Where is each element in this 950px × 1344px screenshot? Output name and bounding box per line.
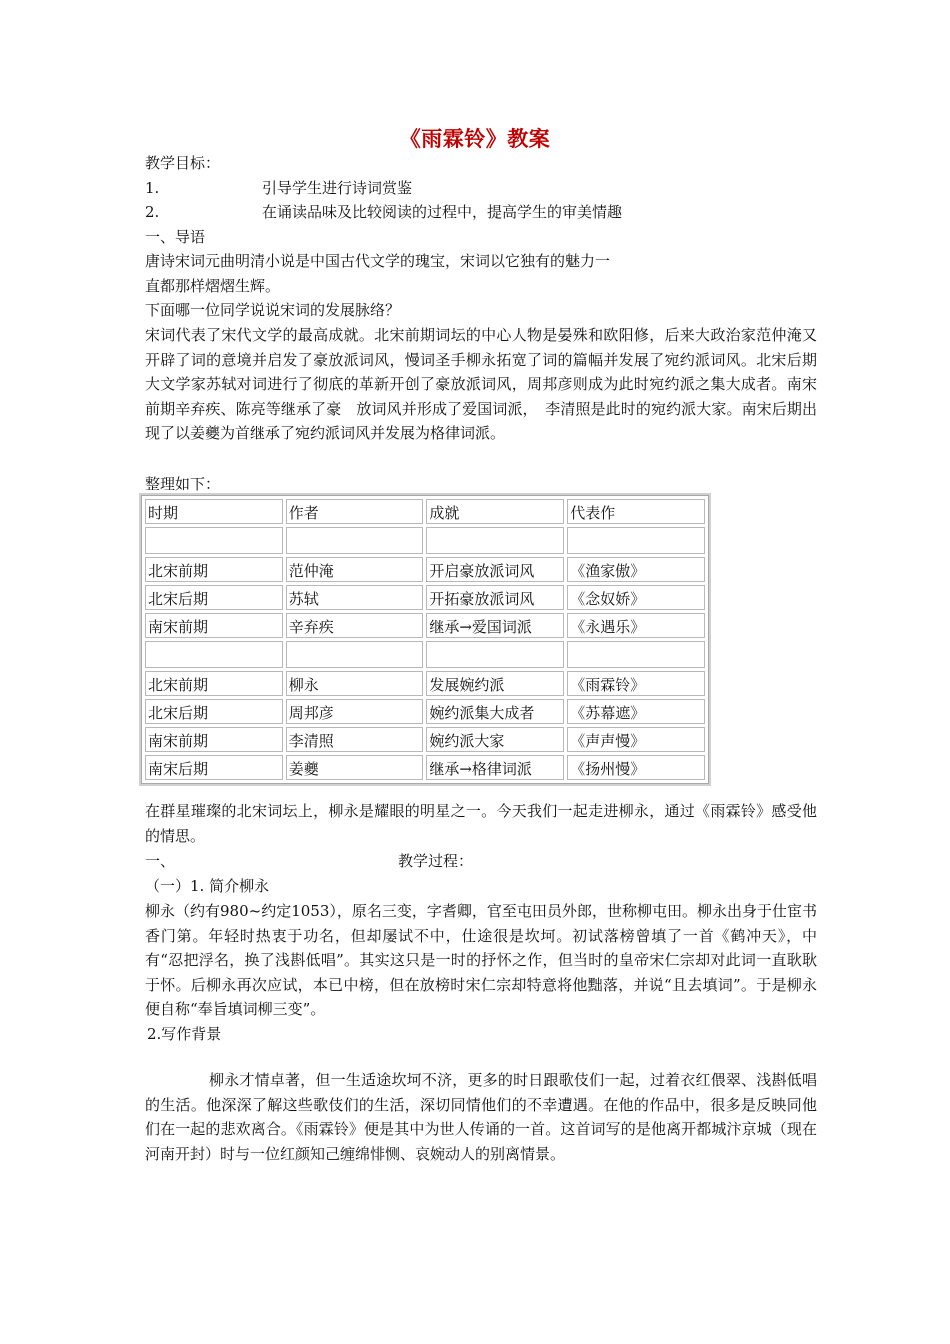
intro-line-2: 直都那样熠熠生辉。 xyxy=(145,277,281,295)
table-cell: 辛弃疾 xyxy=(286,613,424,638)
process-number: 一、 xyxy=(145,852,176,870)
process-heading: 教学过程： xyxy=(398,852,474,870)
liu-yong-bio-paragraph: 柳永（约有980~约定1053），原名三变，字耆卿，官至屯田员外郎，世称柳屯田。柳永出身于仕宦书香门第。年轻时热衷于功名，但却屡试不中，仕途很是坎坷。初试落榜曾填了一首《鹤冲天》，中有“忍把浮名，换了浅斟低唱”。其实这只是一时的抒怀之作，但当时的皇帝宋仁宗却对此词一直耿耿于怀。后柳永再次应试，本已中榜，但在放榜时宋仁宗却特意将他黜落，并说“且去填词”。于是柳永便自称“奉旨填词柳三变”。 xyxy=(145,902,817,1018)
table-row xyxy=(145,755,705,780)
table-cell: 北宋后期 xyxy=(145,699,283,724)
goal-item-1-text: 引导学生进行诗词赏鉴 xyxy=(262,179,413,197)
table-cell: 南宋后期 xyxy=(145,755,283,780)
table-cell: 南宋前期 xyxy=(145,613,283,638)
after-table-paragraph: 在群星璀璨的北宋词坛上，柳永是耀眼的明星之一。今天我们一起走进柳永，通过《雨霖铃》感受他的情思。 xyxy=(145,802,817,845)
table-row xyxy=(145,727,705,752)
table-cell: 继承→格律词派 xyxy=(426,755,564,780)
table-blank-row xyxy=(145,527,705,554)
table-row xyxy=(145,585,705,610)
document-title: 《雨霖铃》教案 xyxy=(399,126,551,151)
goal-item-2-text: 在诵读品味及比较阅读的过程中，提高学生的审美情趣 xyxy=(262,203,623,221)
goal-item-1 xyxy=(145,176,412,200)
table-cell: 北宋后期 xyxy=(145,585,283,610)
table-cell: 南宋前期 xyxy=(145,727,283,752)
table-row xyxy=(145,671,705,696)
table-cell: 柳永 xyxy=(286,671,424,696)
table-cell: 《渔家傲》 xyxy=(567,557,705,582)
header-achievement: 成就 xyxy=(426,499,564,524)
table-cell: 《念奴娇》 xyxy=(567,585,705,610)
table-row xyxy=(145,699,705,724)
section-writing-background: 2.写作背景 xyxy=(147,1025,222,1043)
table-cell: 婉约派集大成者 xyxy=(426,699,564,724)
table-row xyxy=(145,557,705,582)
table-cell: 《声声慢》 xyxy=(567,727,705,752)
header-author: 作者 xyxy=(286,499,424,524)
table-cell: 北宋前期 xyxy=(145,671,283,696)
table-cell: 北宋前期 xyxy=(145,557,283,582)
goal-item-2-number: 2. xyxy=(145,203,160,221)
table-header-row xyxy=(145,499,705,524)
song-ci-history-paragraph: 宋词代表了宋代文学的最高成就。北宋前期词坛的中心人物是晏殊和欧阳修，后来大政治家范仲淹又开辟了词的意境并启发了豪放派词风，慢词圣手柳永拓宽了词的篇幅并发展了宛约派词风。北宋后期大文学家苏轼对词进行了彻底的革新开创了豪放派词风，周邦彦则成为此时宛约派之集大成者。南宋前期辛弃疾、陈亮等继承了豪 放词风并形成了爱国词派， 李清照是此时的宛约派大家。南宋后期出现了以姜夔为首继承了宛约派词风并发展为格律词派。 xyxy=(145,326,817,442)
table-cell: 开启豪放派词风 xyxy=(426,557,564,582)
goals-heading: 教学目标： xyxy=(145,154,221,172)
song-ci-summary-table xyxy=(141,495,709,784)
table-cell: 《雨霖铃》 xyxy=(567,671,705,696)
table-cell: 继承→爱国词派 xyxy=(426,613,564,638)
writing-background-paragraph: 柳永才情卓著，但一生适途坎坷不济，更多的时日跟歌伎们一起，过着衣红偎翠、浅斟低唱的生活。他深深了解这些歌伎们的生活，深切同情他们的不幸遭遇。在他的作品中，很多是反映同他们在一起的悲欢离合。《雨霖铃》便是其中为世人传诵的一首。这首词写的是他离开都城汴京城（现在河南开封）时与一位红颜知己缠绵悱恻、哀婉动人的别离情景。 xyxy=(145,1071,817,1163)
summary-label: 整理如下： xyxy=(145,475,221,493)
table-cell: 姜夔 xyxy=(286,755,424,780)
goal-item-1-number: 1. xyxy=(145,179,160,197)
process-heading-line xyxy=(145,849,473,873)
table-cell: 《苏幕遮》 xyxy=(567,699,705,724)
table-cell: 《永遇乐》 xyxy=(567,613,705,638)
table-blank-row xyxy=(145,641,705,668)
intro-line-1: 唐诗宋词元曲明清小说是中国古代文学的瑰宝，宋词以它独有的魅力一 xyxy=(145,252,611,270)
goal-item-2 xyxy=(145,200,622,224)
header-representative-work: 代表作 xyxy=(567,499,705,524)
header-period: 时期 xyxy=(145,499,283,524)
table-cell: 发展婉约派 xyxy=(426,671,564,696)
table-row xyxy=(145,613,705,638)
table-cell: 苏轼 xyxy=(286,585,424,610)
intro-question: 下面哪一位同学说说宋词的发展脉络？ xyxy=(145,301,401,319)
intro-heading: 一、导语 xyxy=(145,228,206,246)
table-cell: 开拓豪放派词风 xyxy=(426,585,564,610)
table-cell: 《扬州慢》 xyxy=(567,755,705,780)
table-cell: 婉约派大家 xyxy=(426,727,564,752)
section-liu-yong-intro: （一）1. 简介柳永 xyxy=(145,877,270,895)
table-cell: 周邦彦 xyxy=(286,699,424,724)
table-cell: 李清照 xyxy=(286,727,424,752)
table-cell: 范仲淹 xyxy=(286,557,424,582)
